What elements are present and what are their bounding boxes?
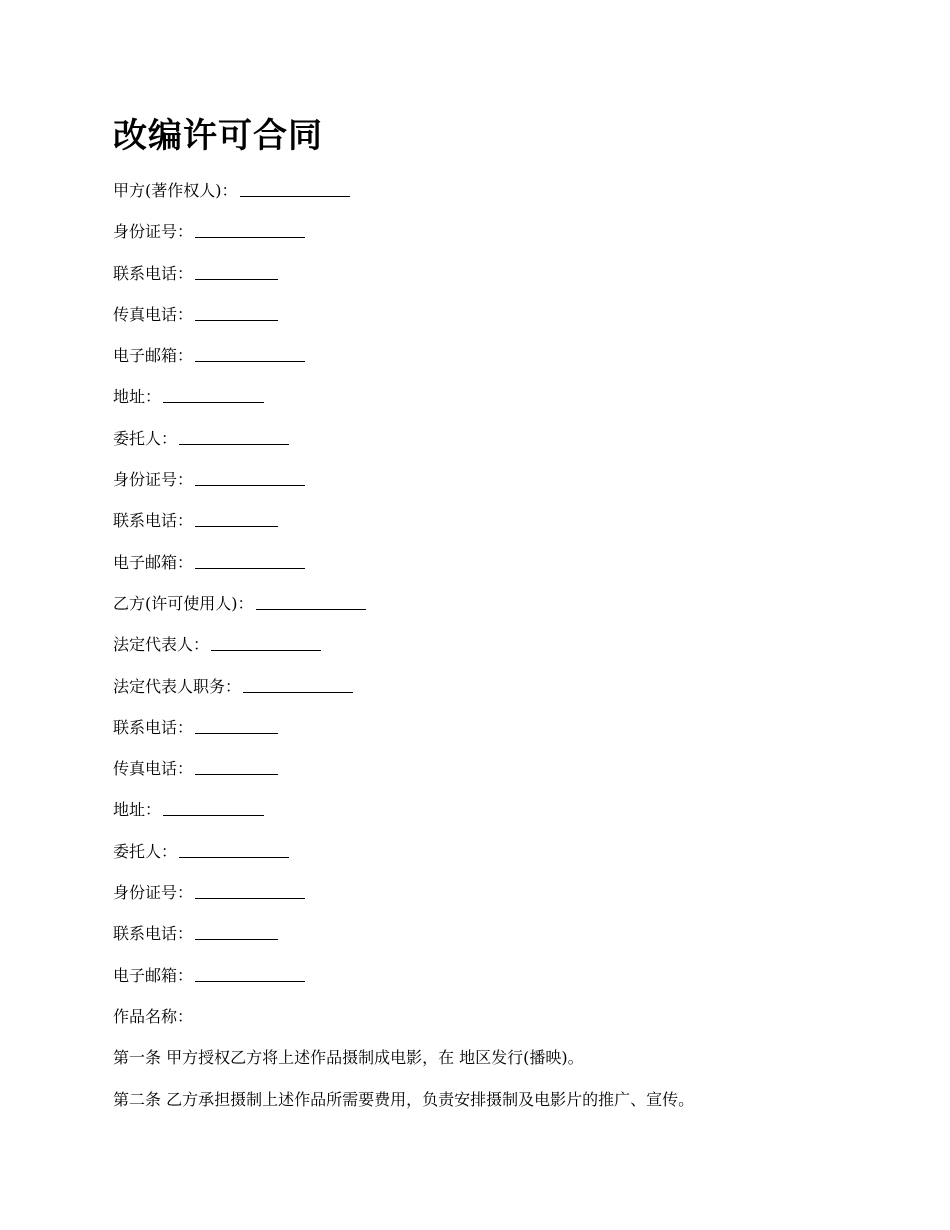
fill-in-blank	[195, 897, 305, 899]
field-label: 电子邮箱：	[113, 346, 194, 366]
field-label: 电子邮箱：	[113, 552, 194, 572]
form-field-line	[113, 211, 853, 252]
field-label: 身份证号：	[113, 883, 194, 903]
clause-line	[113, 1079, 853, 1120]
document-title: 改编许可合同	[113, 116, 323, 156]
fill-in-blank	[256, 608, 366, 610]
field-label: 电子邮箱：	[113, 965, 194, 985]
field-label: 传真电话：	[113, 304, 194, 324]
fill-in-blank	[195, 980, 305, 982]
field-label: 联系电话：	[113, 924, 194, 944]
form-field-line	[113, 955, 853, 996]
field-label: 身份证号：	[113, 222, 194, 242]
form-field-line	[113, 583, 853, 624]
field-label: 传真电话：	[113, 759, 194, 779]
fill-in-blank	[195, 938, 278, 940]
field-label: 地址：	[113, 800, 162, 820]
form-field-line	[113, 789, 853, 830]
fill-in-blank	[195, 773, 278, 775]
form-field-line	[113, 335, 853, 376]
contract-page	[113, 112, 853, 1120]
fill-in-blank	[195, 236, 305, 238]
form-field-line	[113, 748, 853, 789]
field-label: 身份证号：	[113, 470, 194, 490]
fill-in-blank	[195, 567, 305, 569]
form-field-line	[113, 294, 853, 335]
field-label: 法定代表人职务：	[113, 676, 242, 696]
form-field-line	[113, 666, 853, 707]
fill-in-blank	[195, 360, 305, 362]
form-field-line	[113, 500, 853, 541]
form-field-line	[113, 376, 853, 417]
contract-body	[113, 170, 853, 1120]
field-label: 地址：	[113, 387, 162, 407]
field-label: 甲方(著作权人)：	[113, 181, 238, 200]
field-label: 联系电话：	[113, 717, 194, 737]
form-field-line	[113, 707, 853, 748]
fill-in-blank	[163, 401, 264, 403]
fill-in-blank	[195, 732, 278, 734]
form-field-line	[113, 872, 853, 913]
clause-line	[113, 1037, 853, 1078]
form-field-line	[113, 831, 853, 872]
fill-in-blank	[179, 856, 289, 858]
fill-in-blank	[163, 814, 264, 816]
fill-in-blank	[240, 195, 350, 197]
clause-line	[113, 996, 853, 1037]
field-label: 联系电话：	[113, 511, 194, 531]
fill-in-blank	[179, 443, 289, 445]
fill-in-blank	[243, 691, 353, 693]
fill-in-blank	[195, 319, 278, 321]
form-field-line	[113, 542, 853, 583]
field-label: 乙方(许可使用人)：	[113, 593, 254, 613]
fill-in-blank	[195, 525, 278, 527]
form-field-line	[113, 170, 853, 211]
fill-in-blank	[211, 649, 321, 651]
field-label: 第二条 乙方承担摄制上述作品所需要费用，负责安排摄制及电影片的推广、宣传。	[113, 1089, 695, 1109]
field-label: 联系电话：	[113, 263, 194, 283]
form-field-line	[113, 418, 853, 459]
form-field-line	[113, 913, 853, 954]
field-label: 第一条 甲方授权乙方将上述作品摄制成电影，在 地区发行(播映)。	[113, 1048, 584, 1068]
field-label: 委托人：	[113, 428, 178, 448]
field-label: 作品名称：	[113, 1006, 194, 1026]
form-field-line	[113, 459, 853, 500]
fill-in-blank	[195, 484, 305, 486]
field-label: 委托人：	[113, 841, 178, 861]
form-field-line	[113, 624, 853, 665]
fill-in-blank	[195, 278, 278, 280]
field-label: 法定代表人：	[113, 635, 210, 655]
form-field-line	[113, 253, 853, 294]
